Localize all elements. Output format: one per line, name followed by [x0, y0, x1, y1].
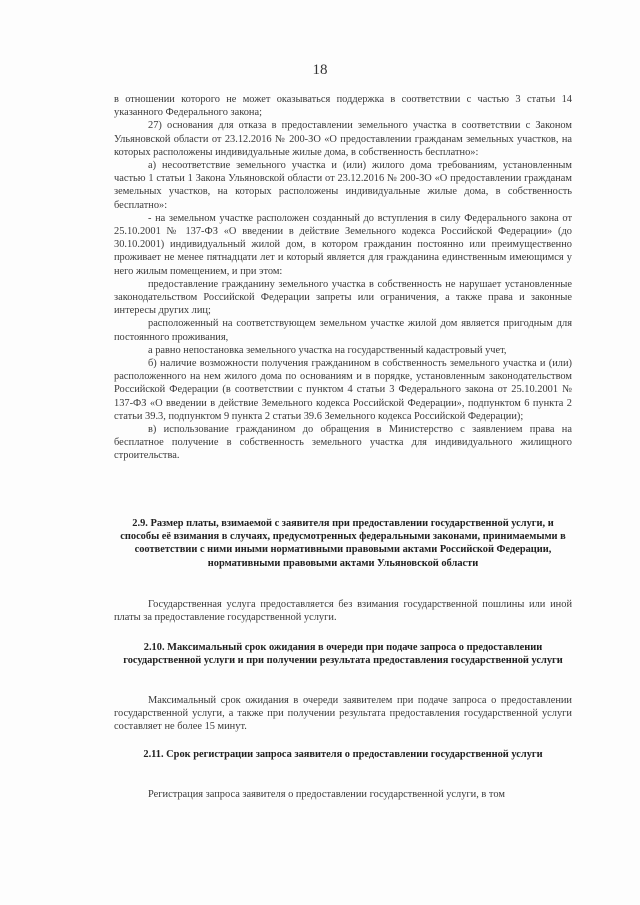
- paragraph: а) несоответствие земельного участка и (или) жилого дома требованиям, установленным частью 1 статьи 1 Закона Ульяновской области от 23.12.2016 № 200-ЗО «О предоставлении гражданам земельных участков, на которых расположены индивидуальные жилые дома, в собственность бесплатно»:: [114, 160, 572, 211]
- section-2-11-text: [114, 788, 572, 801]
- paragraph: предоставление гражданину земельного участка в собственность не нарушает установленные законодательством Российской Федерации запреты или ограничения, а также права и законные интересы других лиц;: [114, 278, 572, 317]
- paragraph: Государственная услуга предоставляется без взимания государственной пошлины или иной платы за предоставление государственной услуги.: [114, 599, 572, 624]
- section-2-11-heading: 2.11. Срок регистрации запроса заявителя о предоставлении государственной услуги: [143, 749, 543, 760]
- paragraph: в отношении которого не может оказываться поддержка в соответствии с частью 3 статьи 14 указанного Федерального закона;: [114, 94, 572, 119]
- section-2-10-text: [114, 694, 572, 734]
- section-2-9-text: [114, 598, 572, 624]
- paragraph: Максимальный срок ожидания в очереди заявителем при подаче запроса о предоставлении государственной услуги, а также при получении результата предоставления государственной услуги составляет не более 15 минут.: [114, 695, 572, 733]
- paragraph: а равно непостановка земельного участка на государственный кадастровый учет,: [148, 344, 507, 356]
- paragraph: Регистрация запроса заявителя о предоставлении государственной услуги, в том: [148, 789, 505, 800]
- paragraph: в) использование гражданином до обращения в Министерство с заявлением права на бесплатное получение в собственность земельного участка для индивидуального жилищного строительства.: [114, 424, 572, 462]
- paragraph: б) наличие возможности получения гражданином в собственность земельного участка и (или) расположенного на нем жилого дома по основаниям и в порядке, установленным законодательством Российской Федерации (в соответствии с пунктом 4 статьи 3 Федерального закона от 25.10.2001 № 137-ФЗ «О введении в действие Земельного кодекса Российской Федерации», подпунктом 6 пункта 2 статьи 39.3, подпунктом 9 пункта 2 статьи 39.6 Земельного кодекса Российской Федерации);: [114, 358, 572, 422]
- section-2-9-heading: 2.9. Размер платы, взимаемой с заявителя при предоставлении государственной услуги, и способы её взимания в случаях, предусмотренных федеральными законами, принимаемыми в соответствии с ними иными нормативными правовыми актами Российской Федерации, нормативными правовыми актами Ульяновской области: [120, 518, 566, 569]
- paragraph: расположенный на соответствующем земельном участке жилой дом является пригодным для постоянного проживания,: [114, 318, 572, 343]
- page-number: 18: [312, 62, 328, 78]
- paragraph: - на земельном участке расположен созданный до вступления в силу Федерального закона от 25.10.2001 № 137-ФЗ «О введении в действие Земельного кодекса Российской Федерации» (до 30.10.2001) индивидуальный жилой дом, в котором гражданин постоянно или преимущественно проживает не менее пятнадцати лет и который является для гражданина единственным имеющимся у него жилым помещением, и при этом:: [114, 212, 572, 277]
- section-2-10-heading: 2.10. Максимальный срок ожидания в очереди при подаче запроса о предоставлении государственной услуги и при получении результата предоставления государственной услуги: [123, 642, 563, 667]
- paragraph: 27) основания для отказа в предоставлении земельного участка в соответствии с Законом Ульяновской области от 23.12.2016 № 200-ЗО «О предоставлении гражданам земельных участков, на которых расположены индивидуальные жилые дома, в собственность бесплатно»:: [114, 120, 572, 158]
- body-text-block-1: [114, 93, 572, 463]
